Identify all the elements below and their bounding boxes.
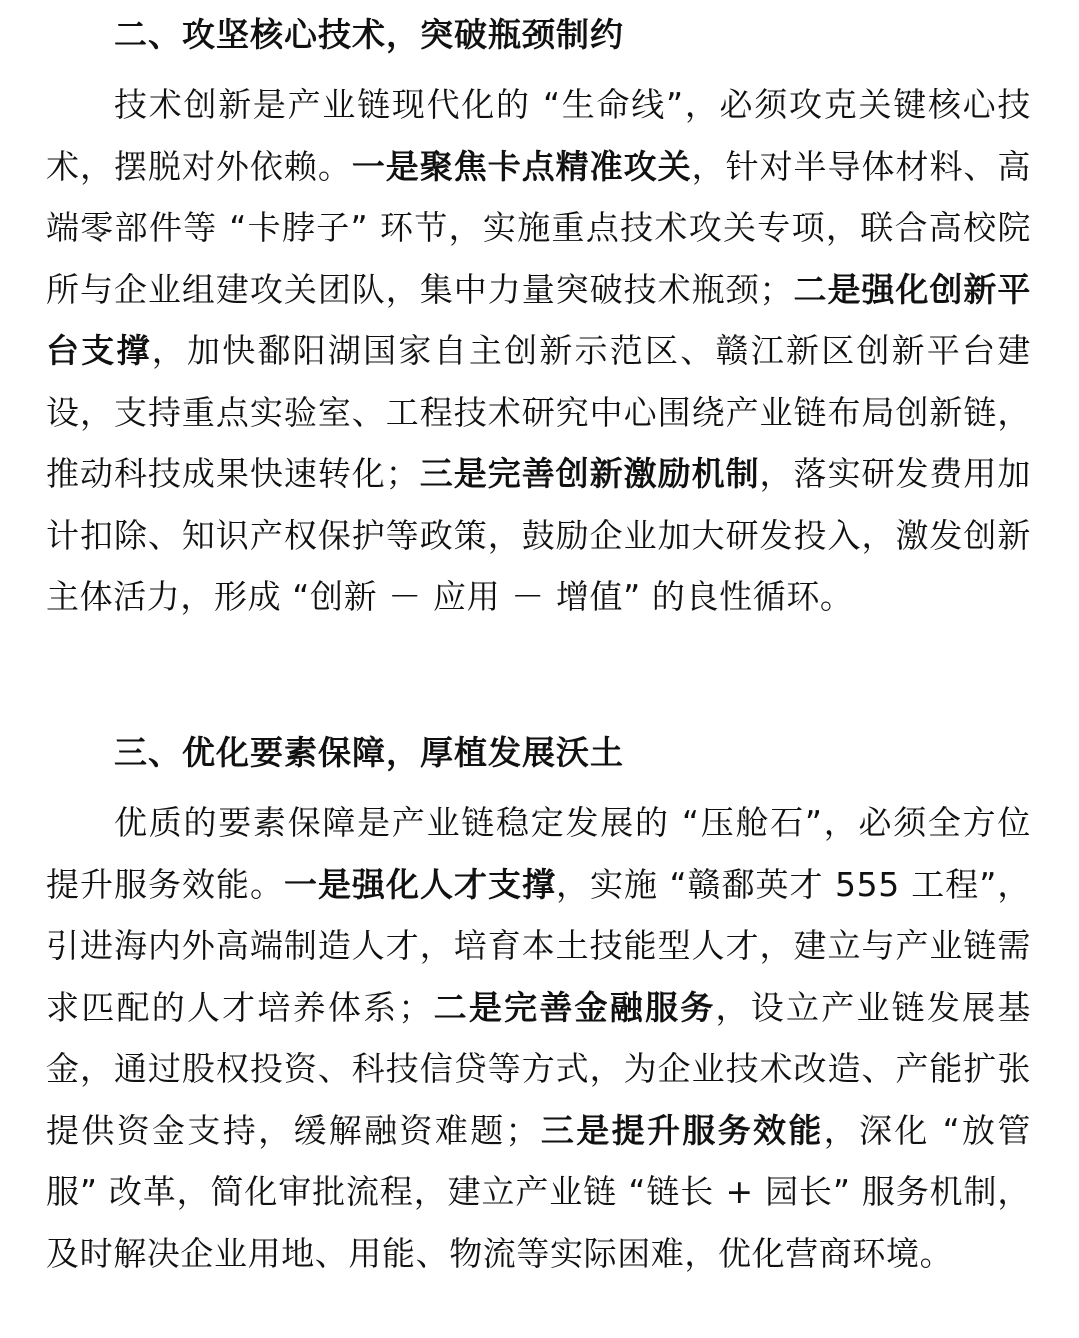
bold-key-point: 二是完善金融服务 bbox=[431, 987, 716, 1027]
text-run: 优质的要素保障是产业链稳定发展的 “压舱石”，必须全方位提升服务效能。 bbox=[46, 803, 1031, 904]
section-paragraph bbox=[46, 792, 1031, 1284]
section-paragraph bbox=[46, 74, 1031, 628]
bold-key-point: 三是提升服务效能 bbox=[539, 1110, 824, 1150]
bold-key-point: 二是强化创新平台支撑 bbox=[46, 269, 1032, 370]
text-run: ，深化 “放管服” 改革，简化审批流程，建立产业链 “链长 + 园长” 服务机制，及时解决企业用地、用能、物流等实际困难，优化营商环境。 bbox=[46, 1110, 1031, 1273]
text-run: 技术创新是产业链现代化的 “生命线”，必须攻克关键核心技术，摆脱对外依赖。 bbox=[46, 85, 1031, 186]
section-three bbox=[46, 724, 1031, 1284]
text-run: ，实施 “赣鄱英才 555 工程”，引进海内外高端制造人才，培育本土技能型人才，建立与产业链需求匹配的人才培养体系； bbox=[46, 864, 1031, 1027]
section-heading: 二、攻坚核心技术，突破瓶颈制约 bbox=[114, 15, 624, 54]
text-run: ，设立产业链发展基金，通过股权投资、科技信贷等方式，为企业技术改造、产能扩张提供资金支持，缓解融资难题； bbox=[46, 987, 1031, 1150]
section-heading: 三、优化要素保障，厚植发展沃土 bbox=[114, 733, 624, 772]
text-run: ，针对半导体材料、高端零部件等 “卡脖子” 环节，实施重点技术攻关专项，联合高校院所与企业组建攻关团队，集中力量突破技术瓶颈； bbox=[46, 146, 1032, 309]
bold-key-point: 一是聚焦卡点精准攻关 bbox=[351, 146, 692, 186]
text-run: ，落实研发费用加计扣除、知识产权保护等政策，鼓励企业加大研发投入，激发创新主体活力，形成 “创新 － 应用 － 增值” 的良性循环。 bbox=[46, 454, 1031, 616]
bold-key-point: 三是完善创新激励机制 bbox=[419, 454, 760, 493]
section-two bbox=[46, 6, 1031, 628]
text-run: ，加快鄱阳湖国家自主创新示范区、赣江新区创新平台建设，支持重点实验室、工程技术研究中心围绕产业链布局创新链，推动科技成果快速转化； bbox=[46, 331, 1031, 493]
bold-key-point: 一是强化人才支撑 bbox=[283, 864, 556, 904]
